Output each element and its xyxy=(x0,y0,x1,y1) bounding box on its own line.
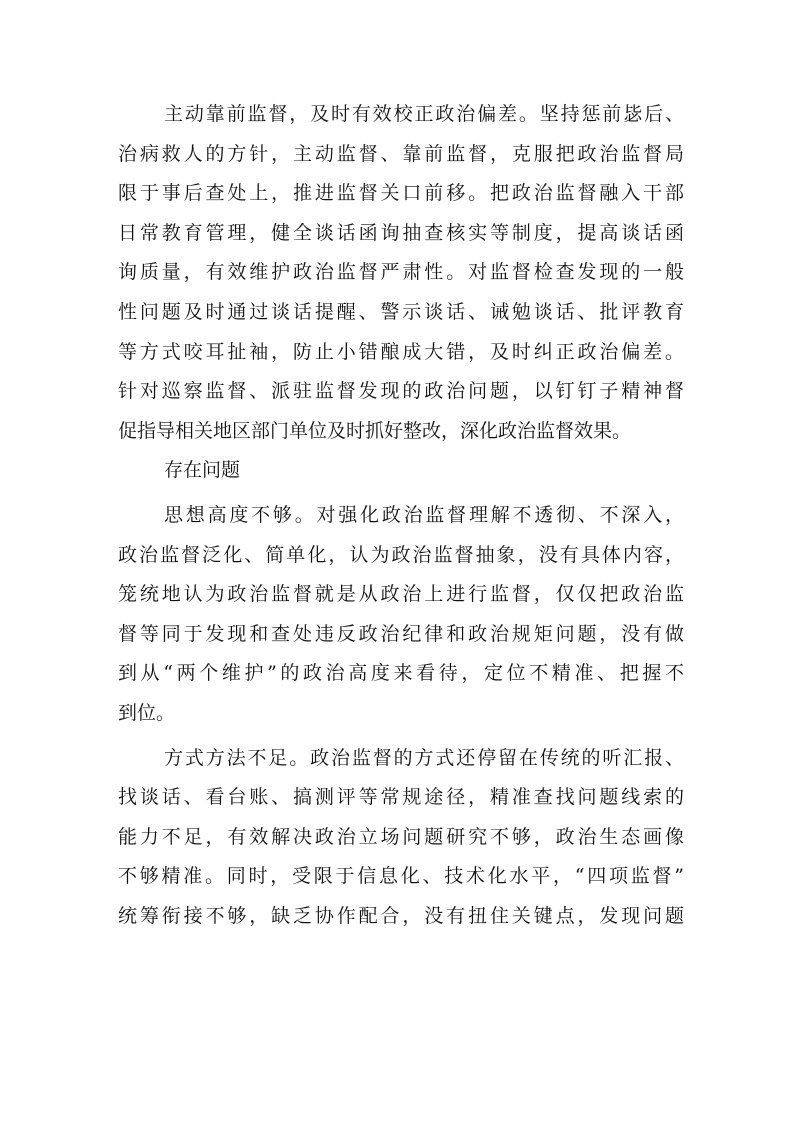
text-line: 笼统地认为政治监督就是从政治上进行监督，仅仅把政治监 xyxy=(118,583,684,606)
text-line: 思想高度不够。对强化政治监督理解不透彻、不深入， xyxy=(164,503,684,526)
document-body xyxy=(118,95,684,936)
text-line: 日常教育管理，健全谈话函询抽查核实等制度，提高谈话函 xyxy=(118,221,684,244)
paragraph-thinking-height xyxy=(118,496,684,734)
text-line: 针对巡察监督、派驻监督发现的政治问题，以钉钉子精神督 xyxy=(118,380,684,403)
paragraph-methods xyxy=(118,739,684,937)
text-line: 政治监督泛化、简单化，认为政治监督抽象，没有具体内容， xyxy=(118,543,684,566)
text-line: 到位。 xyxy=(118,701,176,724)
text-line: 促指导相关地区部门单位及时抓好整改，深化政治监督效果。 xyxy=(118,419,632,442)
text-line: 治病救人的方针，主动监督、靠前监督，克服把政治监督局 xyxy=(118,142,684,165)
section-heading-text: 存在问题 xyxy=(164,459,241,482)
section-heading xyxy=(118,451,684,491)
text-line: 性问题及时通过谈话提醒、警示谈话、诫勉谈话、批评教育 xyxy=(118,300,684,323)
text-line: 督等同于发现和查处违反政治纪律和政治规矩问题，没有做 xyxy=(118,622,684,645)
text-line: 找谈话、看台账、搞测评等常规途径，精准查找问题线索的 xyxy=(118,786,684,809)
text-line: 能力不足，有效解决政治立场问题研究不够，政治生态画像 xyxy=(118,825,684,848)
text-line: 不够精准。同时，受限于信息化、技术化水平，“四项监督” xyxy=(118,865,684,888)
text-line: 限于事后查处上，推进监督关口前移。把政治监督融入干部 xyxy=(118,182,684,205)
text-line: 统筹衔接不够，缺乏协作配合，没有扭住关键点，发现问题 xyxy=(118,904,684,927)
text-line: 主动靠前监督，及时有效校正政治偏差。坚持惩前毖后、 xyxy=(164,103,684,125)
text-line: 询质量，有效维护政治监督严肃性。对监督检查发现的一般 xyxy=(118,261,684,284)
text-line: 方式方法不足。政治监督的方式还停留在传统的听汇报、 xyxy=(164,746,684,769)
paragraph-political-supervision xyxy=(118,95,684,451)
text-line: 到从“两个维护”的政治高度来看待，定位不精准、把握不 xyxy=(118,662,684,685)
text-line: 等方式咬耳扯袖，防止小错酿成大错，及时纠正政治偏差。 xyxy=(118,340,684,363)
